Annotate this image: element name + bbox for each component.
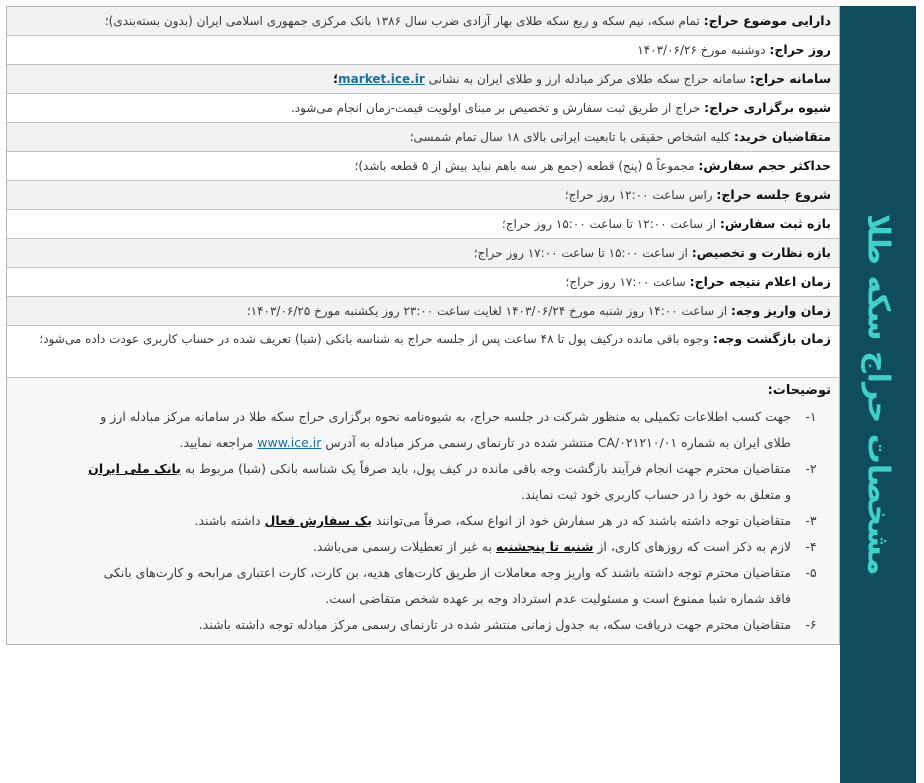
row-label: زمان واریز وجه: [730,303,831,318]
notes-title: توضیحات: [767,383,831,398]
row-deposit-time [7,297,839,326]
row-value: حراج از طریق ثبت سفارش و تخصیص بر مبنای اولویت قیمت-زمان انجام می‌شود. [290,101,701,115]
ice-website-link[interactable]: www.ice.ir [257,435,322,450]
row-label: حداکثر حجم سفارش: [698,158,831,173]
row-supervision-window [7,239,839,268]
row-order-window [7,210,839,239]
note-text: متقاضیان محترم توجه داشته باشند که واریز وجه معاملات از طریق کارت‌های هدیه، بن کارت، کارت اعتباری مرابحه و کارت‌های بانکی فاقد شماره شبا ممنوع است و مسئولیت عدم استرداد وجه بر عهده شخص متقاضی است. [103,565,791,606]
market-link[interactable]: market.ice.ir [338,72,425,86]
note-item [15,534,831,560]
note-text [15,456,791,508]
note-emphasis: بانک ملی ایران [88,461,181,476]
sidebar-title: مشخصات حراج سکه طلا [860,213,896,576]
row-value: از ساعت ۱۴:۰۰ روز شنبه مورخ ۱۴۰۳/۰۶/۲۴ لغایت ساعت ۲۳:۰۰ روز یکشنبه مورخ ۱۴۰۳/۰۶/۲۵؛ [246,304,728,318]
row-session-start [7,181,839,210]
note-number: ۵- [805,565,817,580]
row-value: کلیه اشخاص حقیقی با تابعیت ایرانی بالای ۱۸ سال تمام شمسی؛ [409,130,731,144]
row-label: زمان بازگشت وجه: [712,331,831,346]
row-applicants [7,123,839,152]
row-value: ساعت ۱۷:۰۰ روز حراج؛ [565,275,686,289]
note-text-part: متقاضیان محترم جهت انجام فرآیند بازگشت وجه باقی مانده در کیف پول، باید صرفاً یک شناسه بانکی (شبا) مربوط به [184,461,791,476]
row-label: زمان اعلام نتیجه حراج: [689,274,831,289]
row-label: دارایی موضوع حراج: [703,13,831,28]
row-tail: ؛ [333,71,339,86]
note-text [15,404,791,456]
note-text-part: داشته باشند. [194,513,261,528]
notes-section [7,378,839,644]
row-auction-method [7,94,839,123]
row-value: تمام سکه، نیم سکه و ربع سکه طلای بهار آزادی ضرب سال ۱۳۸۶ بانک مرکزی جمهوری اسلامی ایران (بدون بسته‌بندی)؛ [104,14,700,28]
row-auction-day [7,36,839,65]
note-item [15,560,831,612]
note-number: ۶- [805,617,817,632]
row-value: از ساعت ۱۵:۰۰ تا ساعت ۱۷:۰۰ روز حراج؛ [473,246,688,260]
row-asset [7,7,839,36]
note-text [15,508,791,534]
row-value: وجوه باقی مانده درکیف پول تا ۴۸ ساعت پس از جلسه حراج به شناسه بانکی (شبا) تعریف شده در حساب کاربری عودت داده می‌شود؛ [39,332,709,346]
auction-details-table [6,6,840,645]
note-text-part: به غیر از تعطیلات رسمی می‌باشد. [312,539,492,554]
row-label: بازه ثبت سفارش: [719,216,831,231]
row-result-time [7,268,839,297]
note-number: ۳- [805,513,817,528]
row-max-order [7,152,839,181]
row-label: سامانه حراج: [749,71,831,86]
note-text: متقاضیان محترم جهت دریافت سکه، به جدول زمانی منتشر شده در تارنمای رسمی مرکز مبادله توجه داشته باشند. [198,617,791,632]
row-label: روز حراج: [769,42,831,57]
note-text-part: متقاضیان توجه داشته باشند که در هر سفارش خود از انواع سکه، صرفاً می‌توانند [375,513,791,528]
note-text-part: مراجعه نمایید. [179,435,254,450]
row-refund-time [7,326,839,378]
row-label: شیوه برگزاری حراج: [704,100,831,115]
note-number: ۴- [805,539,817,554]
note-text-part: و متعلق به خود را در حساب کاربری خود ثبت نمایند. [521,487,791,502]
row-label: بازه نظارت و تخصیص: [691,245,831,260]
note-number: ۱- [805,409,817,424]
note-item [15,404,831,456]
row-value: دوشنبه مورخ ۱۴۰۳/۰۶/۲۶ [637,43,766,57]
sidebar-banner [840,6,916,783]
note-number: ۲- [805,461,817,476]
row-value: از ساعت ۱۲:۰۰ تا ساعت ۱۵:۰۰ روز حراج؛ [501,217,717,231]
row-value: راس ساعت ۱۲:۰۰ روز حراج؛ [564,188,713,202]
row-value: سامانه حراج سکه طلای مرکز مبادله ارز و طلای ایران به نشانی [428,72,747,86]
row-value: مجموعاً ۵ (پنج) قطعه (جمع هر سه باهم نباید بیش از ۵ قطعه باشد)؛ [354,159,695,173]
row-auction-platform [7,65,839,94]
row-label: شروع جلسه حراج: [716,187,831,202]
note-text [15,534,791,560]
note-item [15,612,831,638]
note-item [15,508,831,534]
note-text-part: لازم به ذکر است که روزهای کاری، از [597,539,791,554]
note-emphasis: یک سفارش فعال [264,513,372,528]
note-text-part: جهت کسب اطلاعات تکمیلی به منظور شرکت در جلسه حراج، به شیوه‌نامه نحوه برگزاری حراج سکه طلا در سامانه مرکز مبادله ارز و طلای ایران به شماره CA/۰۲۱۲۱۰/۰۱ منتشر شده در تارنمای رسمی مرکز مبادله به آدرس [100,409,791,450]
note-item [15,456,831,508]
row-label: متقاضیان خرید: [733,129,831,144]
note-emphasis: شنبه تا پنجشنبه [495,539,594,554]
